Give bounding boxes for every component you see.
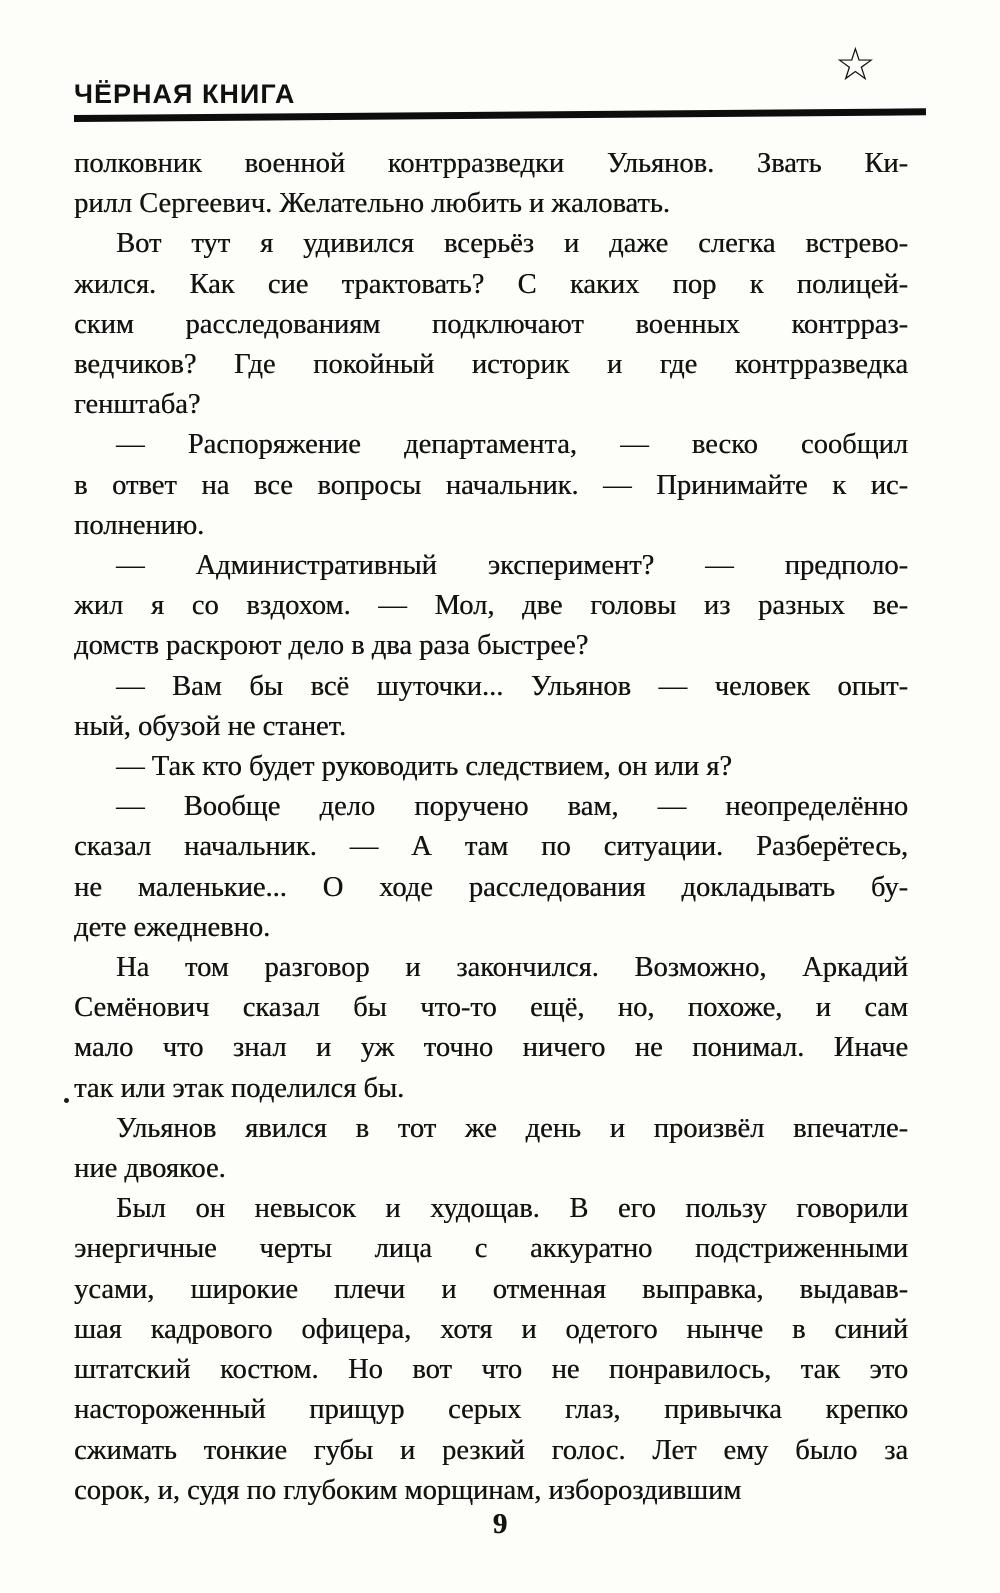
paragraph <box>74 224 908 425</box>
paragraph <box>74 425 908 546</box>
text-line: жил я со вздохом. — Мол, две головы из разных ве- <box>74 590 908 622</box>
text-line: — Административный эксперимент? — предполо- <box>116 550 908 582</box>
running-head-title: ЧЁРНАЯ КНИГА <box>74 79 296 109</box>
text-line: На том разговор и закончился. Возможно, Аркадий <box>116 952 908 984</box>
text-line: мало что знал и уж точно ничего не понимал. Иначе <box>74 1032 908 1064</box>
paragraph <box>74 144 908 224</box>
text-line: рилл Сергеевич. Желательно любить и жаловать. <box>74 188 670 220</box>
text-line: ским расследованиям подключают военных контрраз- <box>74 308 908 340</box>
text-line: полковник военной контрразведки Ульянов. Звать Ки- <box>74 148 908 179</box>
paragraph <box>74 546 908 667</box>
text-line: — Вам бы всё шуточки... Ульянов — человек опыт- <box>116 670 908 702</box>
text-line: дете ежедневно. <box>74 911 271 943</box>
text-line: — Вообще дело поручено вам, — неопределённо <box>116 791 908 823</box>
paragraph <box>74 787 908 948</box>
text-line: усами, широкие плечи и отменная выправка, выдавав- <box>74 1273 908 1305</box>
text-line: полнению. <box>74 509 205 541</box>
text-line: сорок, и, судя по глубоким морщинам, избороздившим <box>74 1474 742 1506</box>
body-text <box>74 144 908 1511</box>
text-line: Семёнович сказал бы что-то ещё, но, похоже, и сам <box>74 992 908 1024</box>
text-line: ведчиков? Где покойный историк и где контрразведка <box>74 349 908 381</box>
text-line: в ответ на все вопросы начальник. — Принимайте к ис- <box>74 469 908 501</box>
text-line: — Распоряжение департамента, — веско сообщил <box>116 429 908 461</box>
paragraph <box>74 1189 908 1511</box>
text-line: настороженный прищур серых глаз, привычка крепко <box>74 1394 908 1426</box>
paragraph <box>74 747 908 787</box>
text-line: ный, обузой не станет. <box>74 710 347 742</box>
text-line: Вот тут я удивился всерьёз и даже слегка встрево- <box>116 228 908 260</box>
paragraph <box>74 948 908 1109</box>
text-line: не маленькие... О ходе расследования докладывать бу- <box>74 871 908 903</box>
text-line: сжимать тонкие губы и резкий голос. Лет ему было за <box>74 1434 908 1466</box>
header-rule <box>74 108 926 122</box>
text-line: домств раскроют дело в два раза быстрее? <box>74 630 589 662</box>
text-line: сказал начальник. — А там по ситуации. Разберётесь, <box>74 831 908 863</box>
page-number: 9 <box>492 1508 508 1540</box>
text-line: так или этак поделился бы. <box>74 1072 405 1104</box>
scan-artifact-dot <box>64 1098 69 1103</box>
text-line: ние двоякое. <box>74 1153 226 1185</box>
star-icon: ☆ <box>834 39 876 90</box>
text-line: штатский костюм. Но вот что не понравилось, так это <box>74 1354 908 1386</box>
text-line: генштаба? <box>74 389 201 421</box>
paragraph <box>74 667 908 747</box>
running-head <box>74 39 908 122</box>
text-line: Ульянов явился в тот же день и произвёл впечатле- <box>116 1112 908 1144</box>
text-line: энергичные черты лица с аккуратно подстриженными <box>74 1233 908 1265</box>
text-line: жился. Как сие трактовать? С каких пор к полицей- <box>74 268 908 300</box>
paragraph <box>74 1109 908 1189</box>
text-line: шая кадрового офицера, хотя и одетого нынче в синий <box>74 1313 908 1345</box>
text-line: — Так кто будет руководить следствием, он или я? <box>116 751 732 783</box>
text-line: Был он невысок и худощав. В его пользу говорили <box>116 1193 908 1225</box>
